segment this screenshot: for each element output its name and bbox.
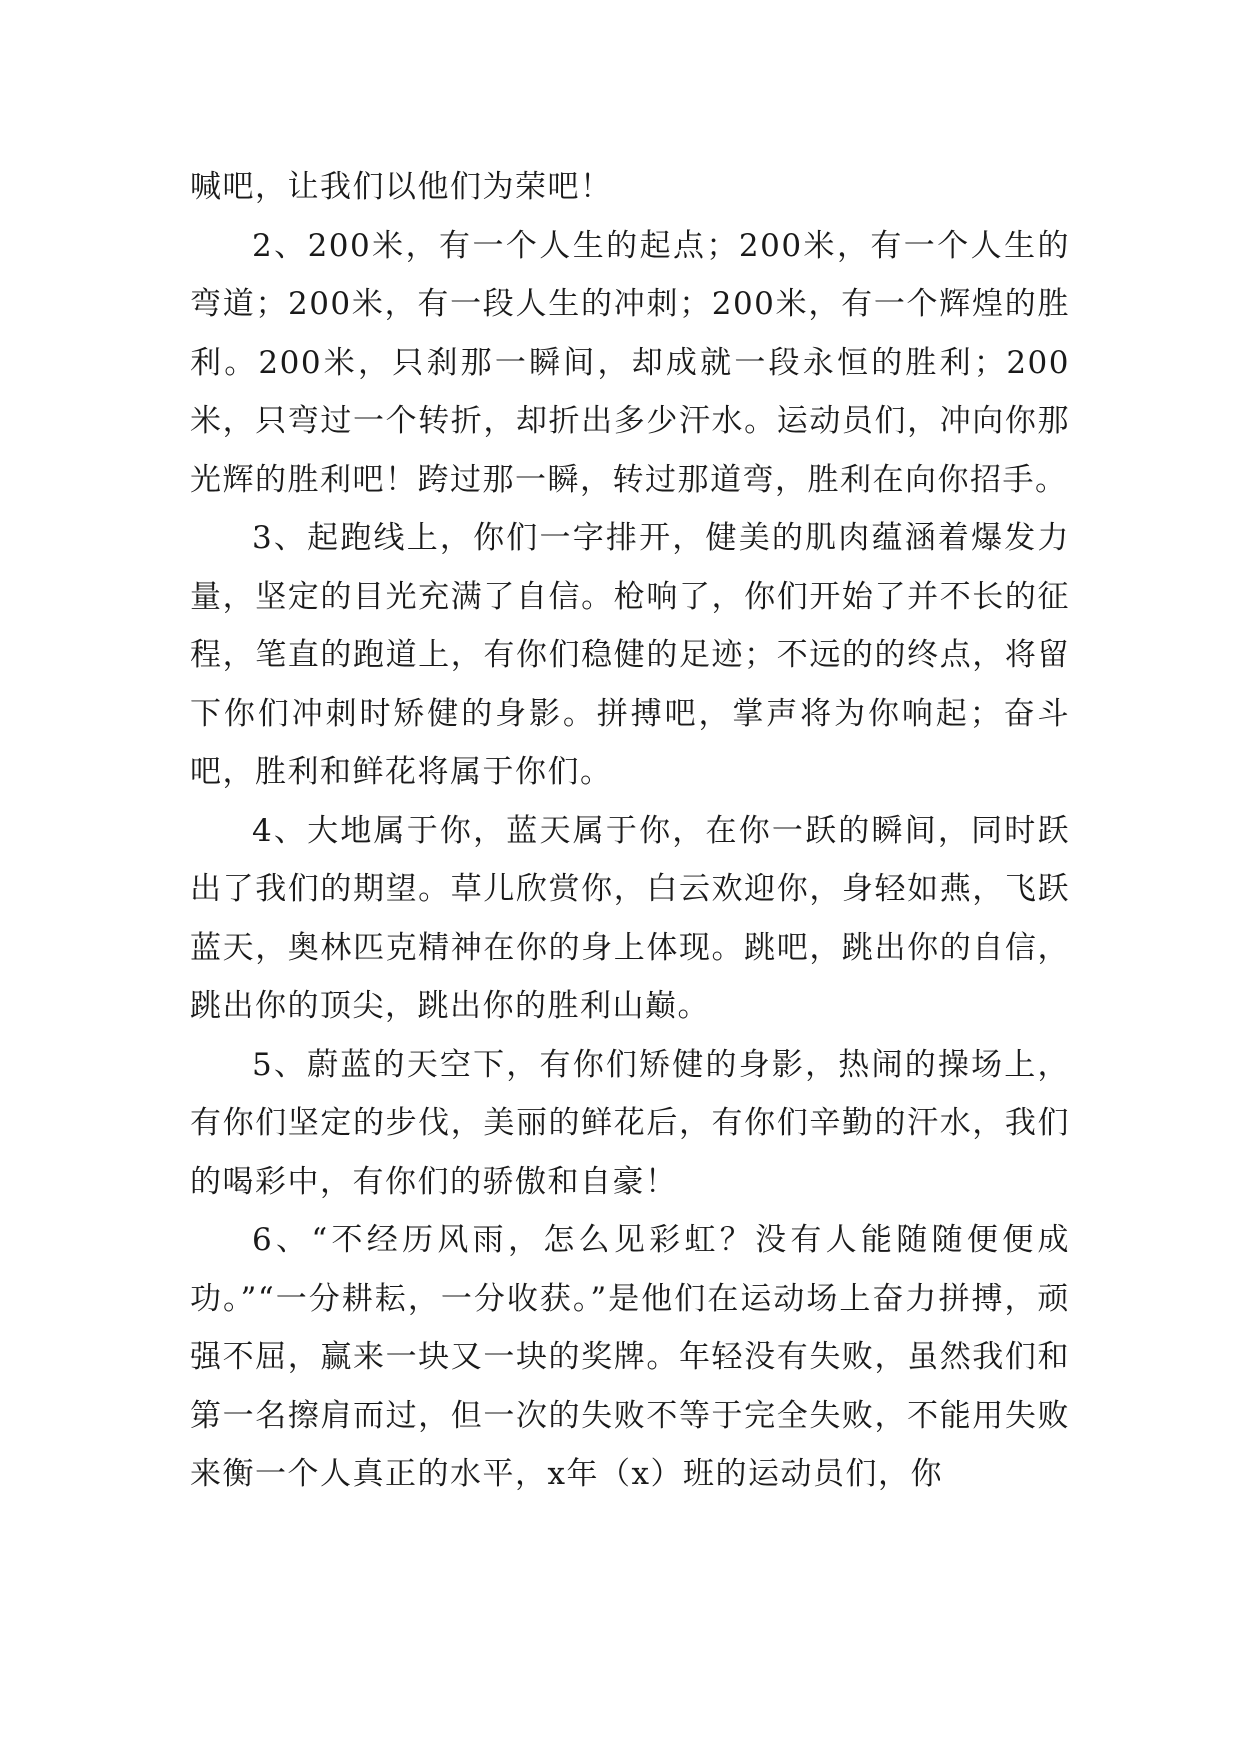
paragraph-2: 2、200米，有一个人生的起点；200米，有一个人生的弯道；200米，有一段人生的冲刺；200米，有一个辉煌的胜利。200米，只刹那一瞬间，却成就一段永恒的胜利；200米，只弯过一个转折，却折出多少汗水。运动员们，冲向你那光辉的胜利吧！跨过那一瞬，转过那道弯，胜利在向你招手。	[190, 227, 1070, 498]
paragraph-3: 3、起跑线上，你们一字排开，健美的肌肉蕴涵着爆发力量，坚定的目光充满了自信。枪响了，你们开始了并不长的征程，笔直的跑道上，有你们稳健的足迹；不远的的终点，将留下你们冲刺时矫健的身影。拼搏吧，掌声将为你响起；奋斗吧，胜利和鲜花将属于你们。	[190, 520, 1070, 790]
paragraph-6: 6、“不经历风雨，怎么见彩虹？没有人能随随便便成功。”“一分耕耘，一分收获。”是他们在运动场上奋力拼搏，顽强不屈，赢来一块又一块的奖牌。年轻没有失败，虽然我们和第一名擦肩而过，但一次的失败不等于完全失败，不能用失败来衡一个人真正的水平，x年（x）班的运动员们，你	[190, 1222, 1070, 1492]
paragraph-1: 喊吧，让我们以他们为荣吧！	[190, 169, 613, 205]
paragraph-4: 4、大地属于你，蓝天属于你，在你一跃的瞬间，同时跃出了我们的期望。草儿欣赏你，白云欢迎你，身轻如燕，飞跃蓝天，奥林匹克精神在你的身上体现。跳吧，跳出你的自信，跳出你的顶尖，跳出你的胜利山巅。	[190, 812, 1070, 1024]
document-body	[190, 158, 1070, 1504]
paragraph-5: 5、蔚蓝的天空下，有你们矫健的身影，热闹的操场上，有你们坚定的步伐，美丽的鲜花后，有你们辛勤的汗水，我们的喝彩中，有你们的骄傲和自豪！	[190, 1046, 1070, 1200]
